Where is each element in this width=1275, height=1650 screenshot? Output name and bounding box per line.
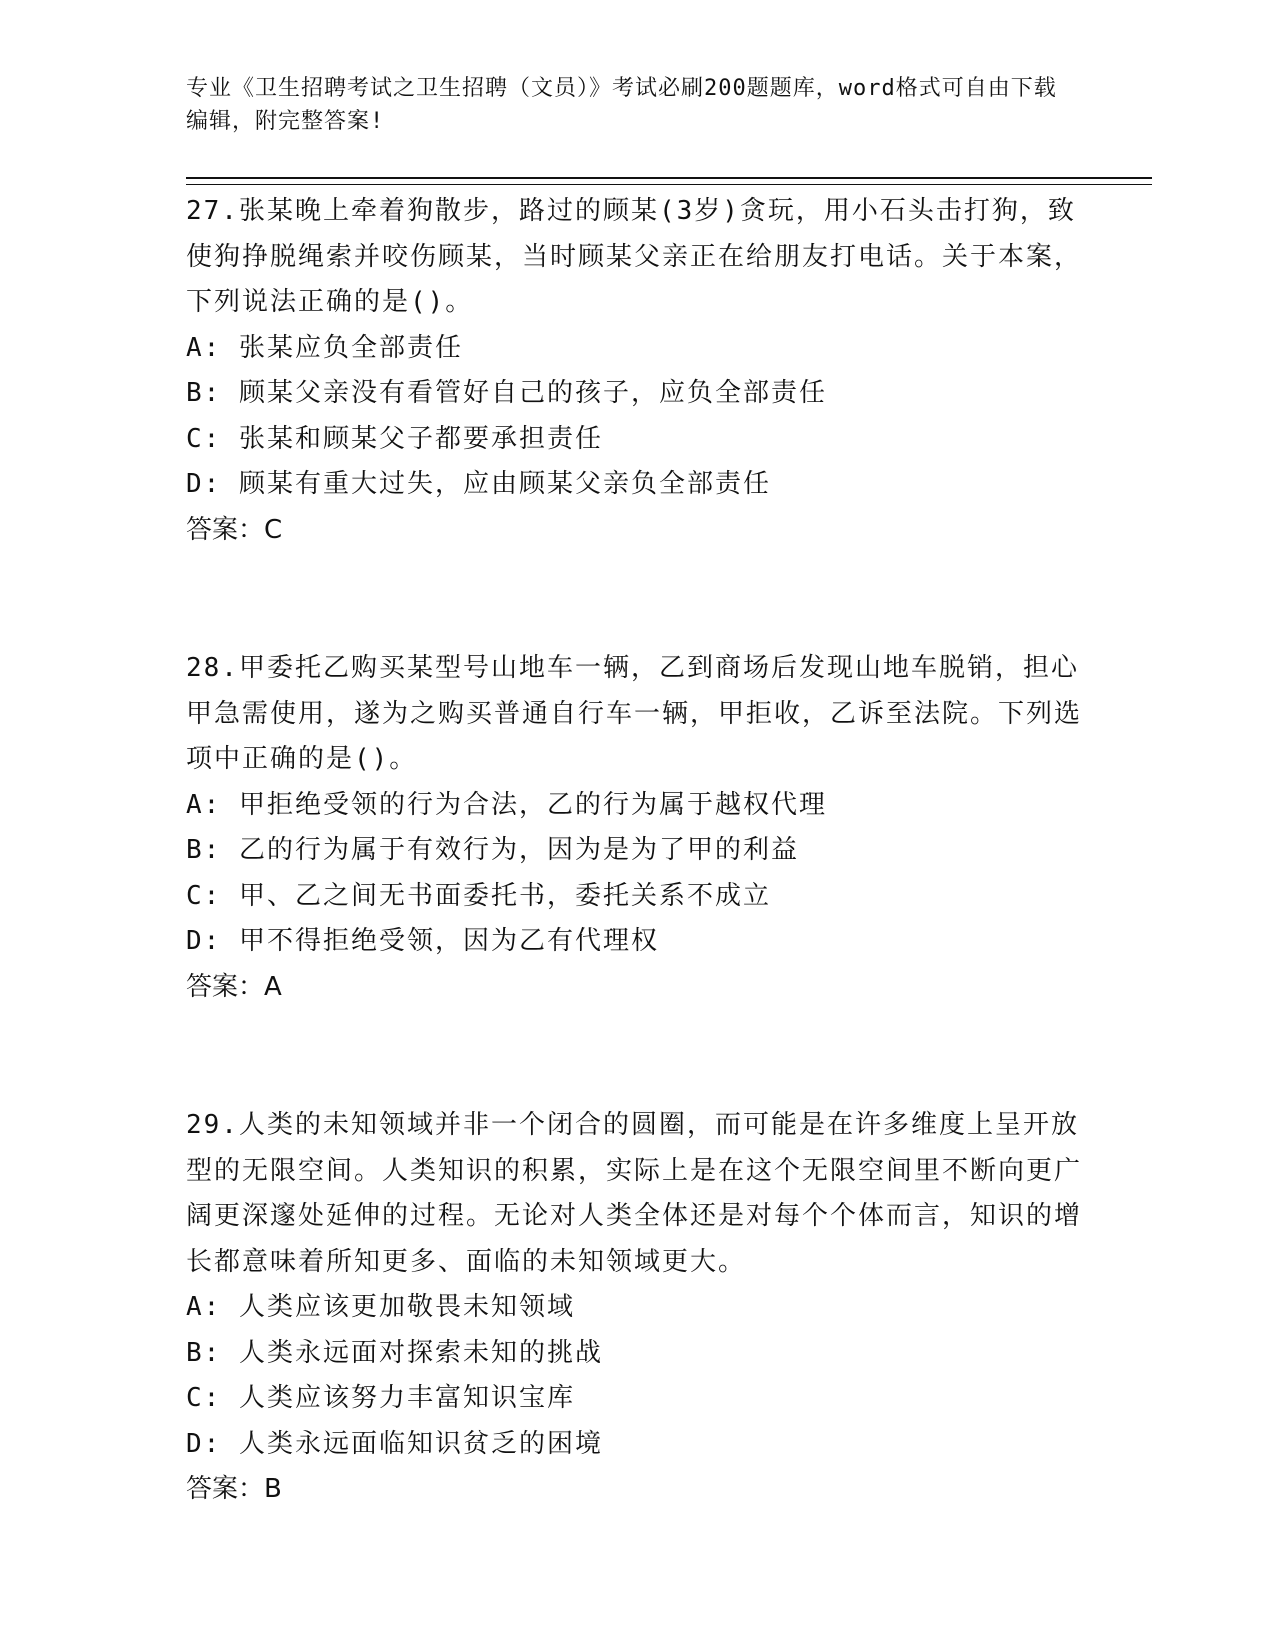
option-d: D: 人类永远面临知识贫乏的困境	[186, 1428, 603, 1459]
question-spacer	[186, 1010, 1086, 1103]
question-28	[186, 646, 1086, 1010]
question-27	[186, 189, 1086, 553]
header-divider-thin	[186, 184, 1152, 185]
option-b: B: 顾某父亲没有看管好自己的孩子，应负全部责任	[186, 378, 827, 408]
question-29	[186, 1103, 1086, 1513]
answer-line: 答案：A	[186, 971, 282, 1002]
document-header: 专业《卫生招聘考试之卫生招聘（文员）》考试必刷200题题库，word格式可自由下载编辑，附完整答案!	[186, 76, 1057, 134]
question-spacer	[186, 553, 1086, 646]
option-d: D: 甲不得拒绝受领，因为乙有代理权	[186, 926, 659, 956]
header-divider-thick	[186, 177, 1152, 179]
option-d: D: 顾某有重大过失，应由顾某父亲负全部责任	[186, 469, 771, 499]
option-c: C: 张某和顾某父子都要承担责任	[186, 423, 603, 454]
option-a: A: 人类应该更加敬畏未知领域	[186, 1292, 575, 1322]
question-list	[186, 189, 1086, 1513]
option-b: B: 乙的行为属于有效行为，因为是为了甲的利益	[186, 835, 799, 865]
question-stem: 27.张某晚上牵着狗散步，路过的顾某(3岁)贪玩，用小石头击打狗，致使狗挣脱绳索并咬伤顾某，当时顾某父亲正在给朋友打电话。关于本案，下列说法正确的是()。	[186, 196, 1083, 317]
option-a: A: 甲拒绝受领的行为合法，乙的行为属于越权代理	[186, 789, 827, 820]
option-c: C: 甲、乙之间无书面委托书，委托关系不成立	[186, 880, 771, 911]
question-stem: 28.甲委托乙购买某型号山地车一辆，乙到商场后发现山地车脱销，担心甲急需使用，遂为之购买普通自行车一辆，甲拒收，乙诉至法院。下列选项中正确的是()。	[186, 653, 1083, 774]
option-a: A: 张某应负全部责任	[186, 332, 463, 363]
question-stem: 29.人类的未知领域并非一个闭合的圆圈，而可能是在许多维度上呈开放型的无限空间。人类知识的积累，实际上是在这个无限空间里不断向更广阔更深邃处延伸的过程。无论对人类全体还是对每个个体而言，知识的增长都意味着所知更多、面临的未知领域更大。	[186, 1110, 1083, 1277]
answer-line: 答案：C	[186, 514, 283, 545]
answer-line: 答案：B	[186, 1474, 282, 1504]
option-b: B: 人类永远面对探索未知的挑战	[186, 1337, 603, 1368]
option-c: C: 人类应该努力丰富知识宝库	[186, 1383, 575, 1413]
